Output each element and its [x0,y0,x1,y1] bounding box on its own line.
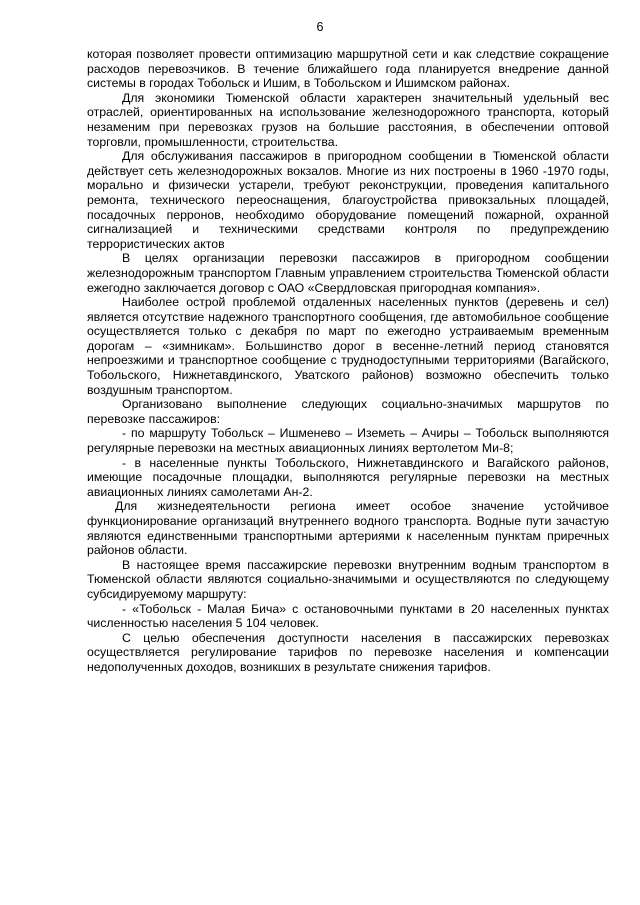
paragraph-tariff-regulation: С целью обеспечения доступности населения в пассажирских перевозках осуществляется регулирование тарифов по перевозке населения и компенсации недополученных доходов, возникших в результате снижения тарифов. [87,630,609,674]
list-item-river-route: - «Тобольск - Малая Бича» с остановочными пунктами в 20 населенных пунктах численностью населения 5 104 человек. [87,601,609,631]
document-body [87,47,609,675]
paragraph-railway-economy: Для экономики Тюменской области характерен значительный удельный вес отраслей, ориентированных на использование железнодорожного транспорта, который незаменим при перевозках грузов на большие расстояния, в обеспечении оптовой торговли, промышленности, строительства. [87,90,609,149]
list-item-helicopter-route: - по маршруту Тобольск – Ишменево – Иземеть – Ачиры – Тобольск выполняются регулярные перевозки на местных авиационных линиях вертолетом Ми-8; [87,426,609,456]
page-number: 6 [316,20,324,34]
paragraph-route-optimization: которая позволяет провести оптимизацию маршрутной сети и как следствие сокращение расходов перевозчиков. В течение ближайшего года планируется внедрение данной системы в городах Тобольск и Ишим, в Тобольском и Ишимском районах. [87,47,609,91]
paragraph-suburban-contract: В целях организации перевозки пассажиров в пригородном сообщении железнодорожным транспортом Главным управлением строительства Тюменской области ежегодно заключается договор с ОАО «Свердловская пригородная компания». [87,251,609,295]
paragraph-remote-settlements: Наиболее острой проблемой отдаленных населенных пунктов (деревень и сел) является отсутствие надежного транспортного сообщения, где автомобильное сообщение осуществляется только с декабря по март по ежегодно устраиваемым временным дорогам – «зимникам». Большинство дорог в весенне-летний период становятся непроезжими и транспортное сообщение с труднодоступными территориями (Вагайского, Тобольского, Нижнетавдинского, Уватского районов) возможно обеспечить только воздушным транспортом. [87,295,609,397]
paragraph-water-transport: Для жизнедеятельности региона имеет особое значение устойчивое функционирование организаций внутреннего водного транспорта. Водные пути зачастую являются единственными транспортными артериями к населенным пунктам приречных районов области. [87,499,609,558]
paragraph-social-routes-intro: Организовано выполнение следующих социально-значимых маршрутов по перевозке пассажиров: [87,397,609,426]
list-item-an2-route: - в населенные пункты Тобольского, Нижнетавдинского и Вагайского районов, имеющие посадочные площадки, выполняются регулярные перевозки на местных авиационных линиях самолетами Ан-2. [87,455,609,499]
paragraph-railway-stations: Для обслуживания пассажиров в пригородном сообщении в Тюменской области действует сеть железнодорожных вокзалов. Многие из них построены в 1960 -1970 годы, морально и физически устарели, требуют реконструкции, проведения капитального ремонта, технического переоснащения, благоустройства привокзальных площадей, посадочных перронов, необходимо оборудование помещений пожарной, охранной сигнализацией и техническими средствами контроля по предупреждению террористических актов [87,149,609,251]
paragraph-subsidized-route-intro: В настоящее время пассажирские перевозки внутренним водным транспортом в Тюменской области являются социально-значимыми и осуществляются по следующему субсидируемому маршруту: [87,557,609,601]
